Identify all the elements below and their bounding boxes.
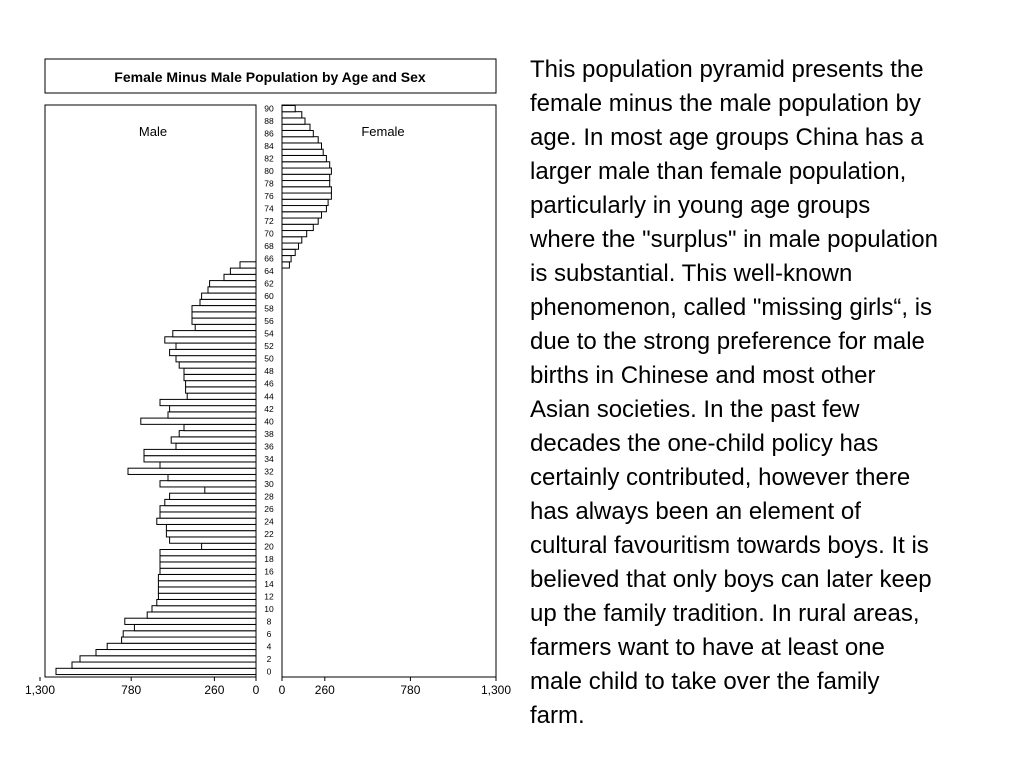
age-tick-label: 10	[264, 603, 274, 614]
male-x-tick-label: 1,300	[24, 683, 56, 697]
male-bar-age-43	[160, 399, 256, 405]
age-tick-label: 52	[264, 341, 274, 352]
male-bar-age-26	[160, 506, 256, 512]
male-bar-age-38	[179, 431, 256, 437]
male-bar-age-19	[160, 550, 256, 556]
age-tick-label: 28	[264, 491, 274, 502]
male-bar-age-42	[170, 406, 256, 412]
male-bar-age-37	[171, 437, 256, 443]
age-tick-label: 6	[266, 628, 272, 639]
age-tick-label: 88	[264, 116, 274, 127]
female-x-tick-label: 1,300	[480, 683, 512, 697]
age-tick-label: 54	[264, 328, 274, 339]
male-bar-age-29	[205, 487, 256, 493]
male-bar-age-7	[134, 625, 256, 631]
age-tick-label: 36	[264, 441, 274, 452]
x-axis-labels	[25, 677, 511, 697]
age-tick-label: 32	[264, 466, 274, 477]
male-bar-age-50	[176, 356, 256, 362]
age-tick-label: 34	[264, 453, 274, 464]
female-bar-age-86	[282, 131, 313, 137]
pyramid-bars	[56, 103, 331, 675]
male-bar-age-10	[152, 606, 256, 612]
age-tick-label: 24	[264, 516, 274, 527]
age-tick-label: 26	[264, 503, 274, 514]
female-bar-age-73	[282, 212, 322, 218]
male-bar-age-36	[176, 443, 256, 449]
female-bar-age-87	[282, 124, 310, 130]
age-tick-label: 50	[264, 353, 274, 364]
age-tick-label: 58	[264, 303, 274, 314]
male-bar-age-8	[125, 618, 256, 624]
female-bar-age-72	[282, 218, 318, 224]
male-bar-age-51	[170, 349, 256, 355]
male-bar-age-64	[230, 268, 256, 274]
female-bar-age-78	[282, 181, 330, 187]
male-bar-age-24	[157, 518, 256, 524]
age-tick-label: 44	[264, 391, 274, 402]
male-bar-age-30	[160, 481, 256, 487]
male-panel-label: Male	[138, 124, 168, 139]
female-bar-age-69	[282, 237, 302, 243]
female-bar-age-67	[282, 249, 295, 255]
male-bar-age-15	[158, 575, 256, 581]
female-bar-age-70	[282, 231, 307, 237]
male-bar-age-25	[160, 512, 256, 518]
male-bar-age-12	[158, 593, 256, 599]
male-bar-age-2	[80, 656, 256, 662]
female-bar-age-76	[282, 193, 331, 199]
age-tick-label: 64	[264, 266, 274, 277]
age-axis-labels	[264, 104, 274, 677]
age-tick-label: 12	[264, 591, 274, 602]
male-bar-age-41	[168, 412, 256, 418]
male-bar-age-3	[96, 650, 256, 656]
male-bar-age-56	[192, 318, 256, 324]
male-bar-age-16	[160, 568, 256, 574]
age-tick-label: 18	[264, 553, 274, 564]
age-tick-label: 90	[264, 103, 274, 114]
female-bar-age-68	[282, 243, 299, 249]
male-bar-age-1	[72, 662, 256, 668]
female-bar-age-71	[282, 224, 313, 230]
male-bar-age-49	[179, 362, 256, 368]
age-tick-label: 66	[264, 253, 274, 264]
female-bar-age-66	[282, 256, 291, 262]
age-tick-label: 70	[264, 228, 274, 239]
male-bar-age-58	[192, 306, 256, 312]
age-tick-label: 80	[264, 166, 274, 177]
age-tick-label: 16	[264, 566, 274, 577]
male-bar-age-60	[202, 293, 256, 299]
male-bar-age-47	[184, 374, 256, 380]
female-bar-age-74	[282, 206, 326, 212]
male-bar-age-6	[123, 631, 256, 637]
male-bar-age-0	[56, 668, 256, 674]
age-tick-label: 22	[264, 528, 274, 539]
male-bar-age-62	[210, 281, 256, 287]
male-bar-age-32	[128, 468, 256, 474]
male-bar-age-46	[186, 381, 256, 387]
male-bar-age-21	[170, 537, 256, 543]
female-bar-age-77	[282, 187, 331, 193]
male-bar-age-59	[200, 299, 256, 305]
male-x-tick-label: 260	[204, 683, 225, 697]
age-tick-label: 74	[264, 203, 274, 214]
male-bar-age-31	[168, 474, 256, 480]
age-tick-label: 30	[264, 478, 274, 489]
age-tick-label: 4	[266, 641, 272, 652]
male-bar-age-11	[157, 600, 256, 606]
male-bar-age-48	[184, 368, 256, 374]
female-x-tick-label: 780	[400, 683, 421, 697]
male-bar-age-4	[107, 643, 256, 649]
description-text: This population pyramid presents the female minus the male population by age. In most age groups China has a larger male than female population, particularly in young age groups where the "surplus" in male population is substantial. This well-known phenomenon, called "missing girls“, is due to the strong preference for male births in Chinese and most other Asian societies. In the past few decades the one-child policy has certainly contributed, however there has always been an element of cultural favouritism towards boys. It is believed that only boys can later keep up the family tradition. In rural areas, farmers want to have at least one male child to take over the family farm.	[530, 56, 938, 729]
female-bar-age-84	[282, 143, 322, 149]
male-bar-age-35	[144, 449, 256, 455]
male-x-tick-label: 0	[252, 683, 260, 697]
age-tick-label: 2	[266, 653, 272, 664]
age-tick-label: 38	[264, 428, 274, 439]
age-tick-label: 20	[264, 541, 274, 552]
female-x-tick-label: 260	[314, 683, 335, 697]
male-bar-age-5	[122, 637, 256, 643]
female-bar-age-75	[282, 199, 328, 205]
age-tick-label: 76	[264, 191, 274, 202]
age-tick-label: 46	[264, 378, 274, 389]
age-tick-label: 84	[264, 141, 274, 152]
male-bar-age-53	[165, 337, 256, 343]
male-bar-age-52	[176, 343, 256, 349]
male-bar-age-28	[170, 493, 256, 499]
male-x-tick-label: 780	[121, 683, 142, 697]
female-bar-age-79	[282, 174, 330, 180]
female-bar-age-80	[282, 168, 331, 174]
age-tick-label: 0	[266, 666, 272, 677]
male-bar-age-23	[166, 524, 256, 530]
male-bar-age-55	[195, 324, 256, 330]
age-tick-label: 8	[266, 616, 272, 627]
male-bar-age-9	[147, 612, 256, 618]
female-bar-age-65	[282, 262, 289, 268]
male-bar-age-17	[160, 562, 256, 568]
male-bar-age-54	[173, 331, 256, 337]
age-tick-label: 68	[264, 241, 274, 252]
age-tick-label: 62	[264, 278, 274, 289]
male-bar-age-27	[165, 499, 256, 505]
male-bar-age-65	[240, 262, 256, 268]
male-bar-age-61	[208, 287, 256, 293]
female-bar-age-83	[282, 149, 323, 155]
female-x-tick-label: 0	[278, 683, 286, 697]
female-bar-age-90	[282, 106, 295, 112]
male-bar-age-63	[224, 274, 256, 280]
female-bar-age-89	[282, 112, 302, 118]
age-tick-label: 14	[264, 578, 274, 589]
male-bar-age-44	[187, 393, 256, 399]
female-bar-age-85	[282, 137, 318, 143]
chart-title: Female Minus Male Population by Age and Sex	[114, 69, 426, 85]
age-tick-label: 56	[264, 316, 274, 327]
female-bar-age-82	[282, 156, 326, 162]
female-bar-age-88	[282, 118, 305, 124]
age-tick-label: 86	[264, 128, 274, 139]
male-bar-age-39	[184, 424, 256, 430]
female-panel-label: Female	[361, 124, 405, 139]
age-tick-label: 72	[264, 216, 274, 227]
age-tick-label: 78	[264, 178, 274, 189]
female-bar-age-81	[282, 162, 330, 168]
male-bar-age-34	[144, 456, 256, 462]
male-bar-age-40	[141, 418, 256, 424]
male-bar-age-14	[158, 581, 256, 587]
male-bar-age-57	[192, 312, 256, 318]
male-bar-age-13	[158, 587, 256, 593]
male-bar-age-45	[186, 387, 256, 393]
age-tick-label: 48	[264, 366, 274, 377]
male-bar-age-18	[160, 556, 256, 562]
age-tick-label: 60	[264, 291, 274, 302]
age-tick-label: 42	[264, 403, 274, 414]
age-tick-label: 82	[264, 153, 274, 164]
male-bar-age-20	[202, 543, 256, 549]
male-bar-age-33	[160, 462, 256, 468]
age-tick-label: 40	[264, 416, 274, 427]
male-bar-age-22	[166, 531, 256, 537]
